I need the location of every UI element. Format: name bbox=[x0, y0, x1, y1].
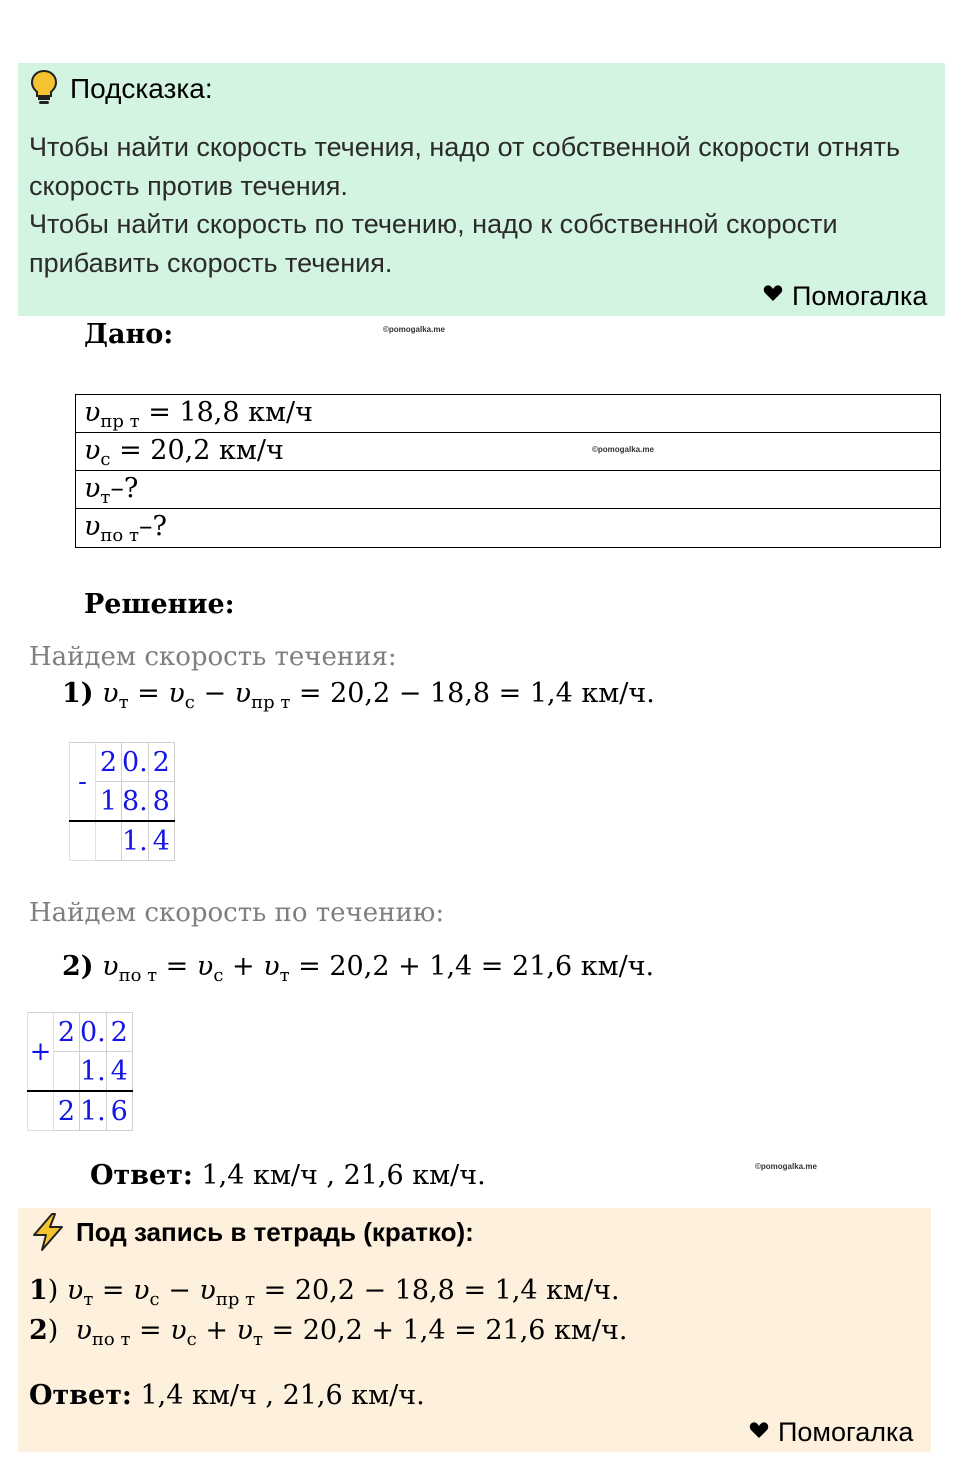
grid-cell: 1. bbox=[122, 821, 149, 861]
hint-title: Подсказка: bbox=[70, 73, 213, 104]
solution-heading: Решение: bbox=[84, 589, 235, 620]
step1-formula: 1) $\upsilon_т = \upsilon_с - \upsilon_{пр т} = 20,2 - 18,8 = 1,4$ км/ч. bbox=[62, 678, 655, 713]
grid-cell: 8 bbox=[148, 782, 174, 822]
grid-cell bbox=[28, 1091, 54, 1131]
watermark: ©pomogalka.me bbox=[592, 445, 654, 454]
answer bbox=[90, 1160, 486, 1191]
grid-cell: 1. bbox=[80, 1052, 107, 1092]
grid-cell bbox=[54, 1052, 80, 1092]
given-heading: Дано: bbox=[84, 319, 174, 350]
given-table bbox=[75, 394, 941, 548]
given-row: $\upsilon_{по т}-$? bbox=[84, 511, 167, 546]
grid-cell: 2 bbox=[54, 1091, 80, 1131]
heart-icon bbox=[763, 284, 783, 306]
given-row: $\upsilon_{пр т} = 18,8$ км/ч bbox=[76, 395, 940, 433]
step2-intro: Найдем скорость по течению: bbox=[29, 898, 445, 928]
lightbulb-icon bbox=[30, 69, 58, 109]
plus-sign: + bbox=[28, 1013, 54, 1092]
grid-cell: 2 bbox=[148, 743, 174, 782]
notebook-answer-label: Ответ: bbox=[29, 1380, 132, 1411]
step2-formula: 2) $\upsilon_{по т} = \upsilon_с + \upsilon_т = 20,2 + 1,4 = 21,6$ км/ч. bbox=[62, 951, 655, 986]
given-row: $\upsilon_с = 20,2$ км/ч bbox=[76, 433, 940, 471]
grid-cell: 0. bbox=[122, 743, 149, 782]
brand-label: Помогалка bbox=[792, 281, 928, 311]
answer-label: Ответ: bbox=[90, 1160, 193, 1191]
minus-sign: - bbox=[70, 743, 96, 822]
hint-text bbox=[29, 128, 934, 282]
grid-cell: 2 bbox=[96, 743, 122, 782]
notebook-line-2: 2) $\upsilon_{по т} = \upsilon_с + \upsilon_т = 20,2 + 1,4 = 21,6$ км/ч. bbox=[29, 1315, 628, 1350]
grid-cell: 8. bbox=[122, 782, 149, 822]
grid-cell bbox=[70, 821, 96, 861]
watermark: ©pomogalka.me bbox=[755, 1162, 817, 1171]
grid-cell: 1. bbox=[80, 1091, 107, 1131]
brand-label: Помогалка bbox=[778, 1417, 914, 1447]
heart-icon bbox=[749, 1421, 769, 1443]
grid-cell: 4 bbox=[106, 1052, 132, 1092]
lightning-icon bbox=[30, 1213, 66, 1255]
watermark: ©pomogalka.me bbox=[383, 325, 445, 334]
grid-cell: 4 bbox=[148, 821, 174, 861]
notebook-title: Под запись в тетрадь (кратко): bbox=[76, 1217, 474, 1247]
notebook-answer-text: 1,4 км/ч , 21,6 км/ч. bbox=[131, 1380, 425, 1411]
grid-cell: 1 bbox=[96, 782, 122, 822]
grid-cell: 2 bbox=[106, 1013, 132, 1052]
hint-line-2: Чтобы найти скорость по течению, надо к собственной скорости прибавить скорость течения. bbox=[29, 209, 838, 278]
hint-line-1: Чтобы найти скорость течения, надо от собственной скорости отнять скорость против течения. bbox=[29, 132, 901, 201]
grid-cell: 2 bbox=[54, 1013, 80, 1052]
notebook-line-1: 1) $\upsilon_т = \upsilon_с - \upsilon_{пр т} = 20,2 - 18,8 = 1,4$ км/ч. bbox=[29, 1275, 620, 1310]
step1-intro: Найдем скорость течения: bbox=[29, 642, 397, 672]
grid-cell bbox=[96, 821, 122, 861]
subtraction-grid bbox=[69, 742, 175, 861]
notebook-answer bbox=[29, 1380, 425, 1411]
answer-text: 1,4 км/ч , 21,6 км/ч. bbox=[192, 1160, 486, 1191]
grid-cell: 6 bbox=[106, 1091, 132, 1131]
given-row: $\upsilon_т-$? bbox=[76, 471, 940, 509]
grid-cell: 0. bbox=[80, 1013, 107, 1052]
addition-grid bbox=[27, 1012, 133, 1131]
